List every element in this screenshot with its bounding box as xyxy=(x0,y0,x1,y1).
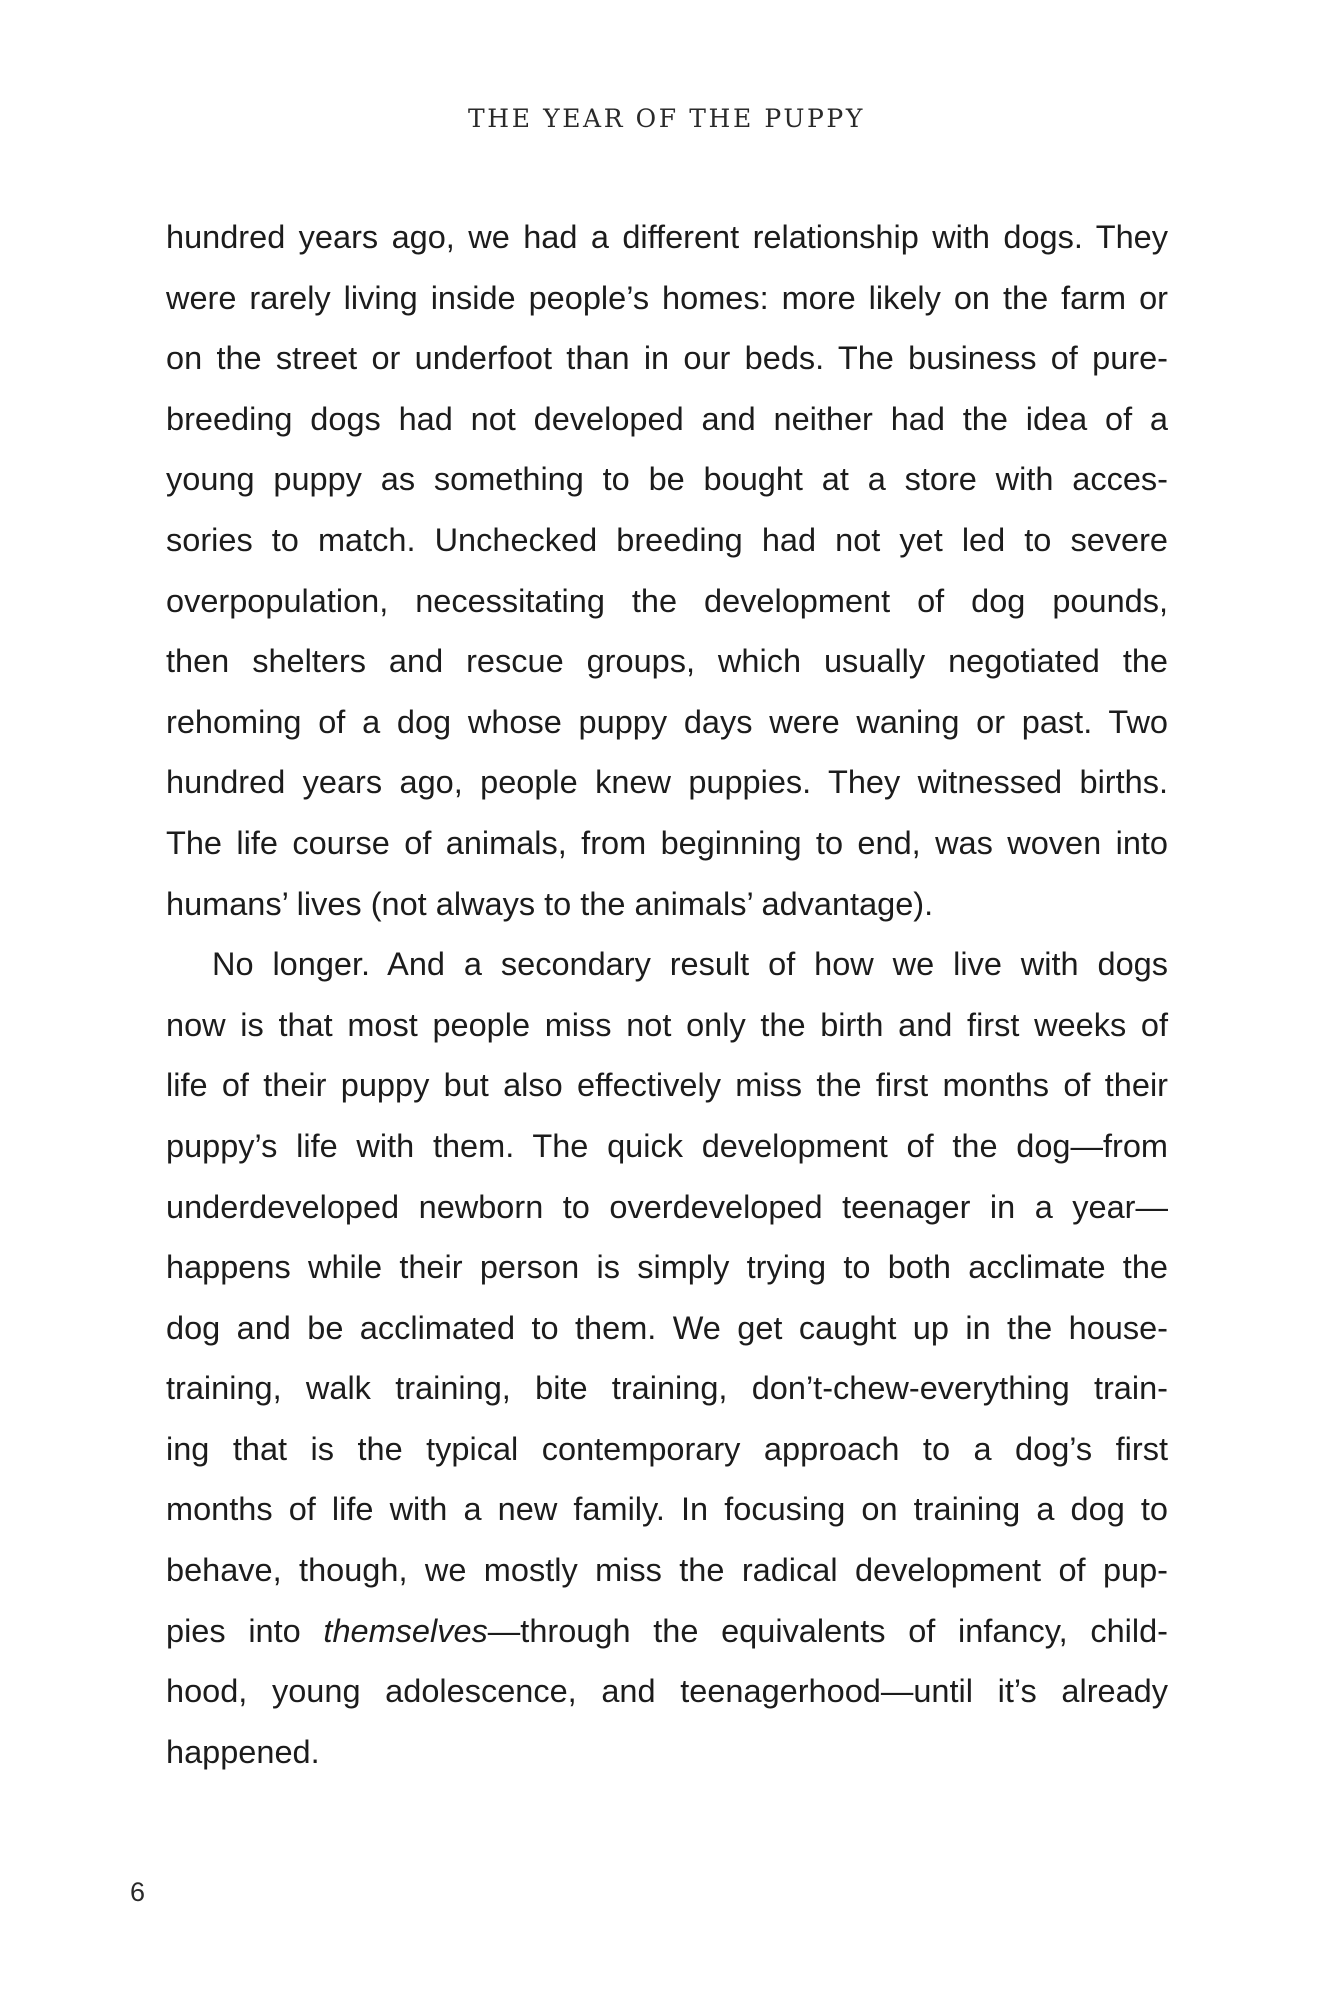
text-line: then shelters and rescue groups, which usually negotiated the xyxy=(166,643,1168,680)
text-line: on the street or underfoot than in our beds. The business of pure- xyxy=(166,340,1168,377)
text-line: sories to match. Unchecked breeding had not yet led to severe xyxy=(166,521,1168,558)
text-line: training, walk training, bite training, don’t-chew-everything train- xyxy=(166,1370,1168,1407)
text-line: No longer. And a secondary result of how we live with dogs xyxy=(212,946,1168,983)
text-line: breeding dogs had not developed and neither had the idea of a xyxy=(166,400,1168,437)
running-head: THE YEAR OF THE PUPPY xyxy=(468,104,865,133)
text-line: ing that is the typical contemporary approach to a dog’s first xyxy=(166,1430,1168,1467)
italic-word: themselves xyxy=(323,1612,488,1649)
line-text-after: —through the equivalents of infancy, child- xyxy=(487,1612,1168,1649)
text-line: happens while their person is simply trying to both acclimate the xyxy=(166,1249,1168,1286)
text-line: young puppy as something to be bought at a store with acces- xyxy=(166,461,1168,498)
paragraph-2 xyxy=(166,934,1168,1782)
text-line: behave, though, we mostly miss the radical development of pup- xyxy=(166,1552,1168,1589)
text-line: happened. xyxy=(166,1733,320,1770)
text-line: The life course of animals, from beginning to end, was woven into xyxy=(166,824,1168,861)
text-line-with-italic xyxy=(166,1601,1168,1662)
text-line: now is that most people miss not only the birth and first weeks of xyxy=(166,1006,1168,1043)
text-line: months of life with a new family. In focusing on training a dog to xyxy=(166,1491,1168,1528)
text-line: hood, young adolescence, and teenagerhood—until it’s already xyxy=(166,1673,1168,1710)
text-line: underdeveloped newborn to overdeveloped teenager in a year— xyxy=(166,1188,1168,1225)
text-line: were rarely living inside people’s homes: more likely on the farm or xyxy=(166,279,1168,316)
text-line: hundred years ago, we had a different relationship with dogs. They xyxy=(166,219,1168,255)
text-line: dog and be acclimated to them. We get caught up in the house- xyxy=(166,1309,1168,1346)
text-line: puppy’s life with them. The quick development of the dog—from xyxy=(166,1127,1168,1164)
text-line: life of their puppy but also effectively miss the first months of their xyxy=(166,1067,1168,1104)
text-line: humans’ lives (not always to the animals’ advantage). xyxy=(166,885,934,922)
paragraph-1 xyxy=(166,207,1168,934)
page-number: 6 xyxy=(130,1877,146,1907)
text-line: rehoming of a dog whose puppy days were waning or past. Two xyxy=(166,703,1168,740)
body-text xyxy=(166,207,1168,1782)
text-line: overpopulation, necessitating the development of dog pounds, xyxy=(166,582,1168,619)
line-text-before: pies into xyxy=(166,1612,324,1649)
text-line: hundred years ago, people knew puppies. They witnessed births. xyxy=(166,764,1168,801)
